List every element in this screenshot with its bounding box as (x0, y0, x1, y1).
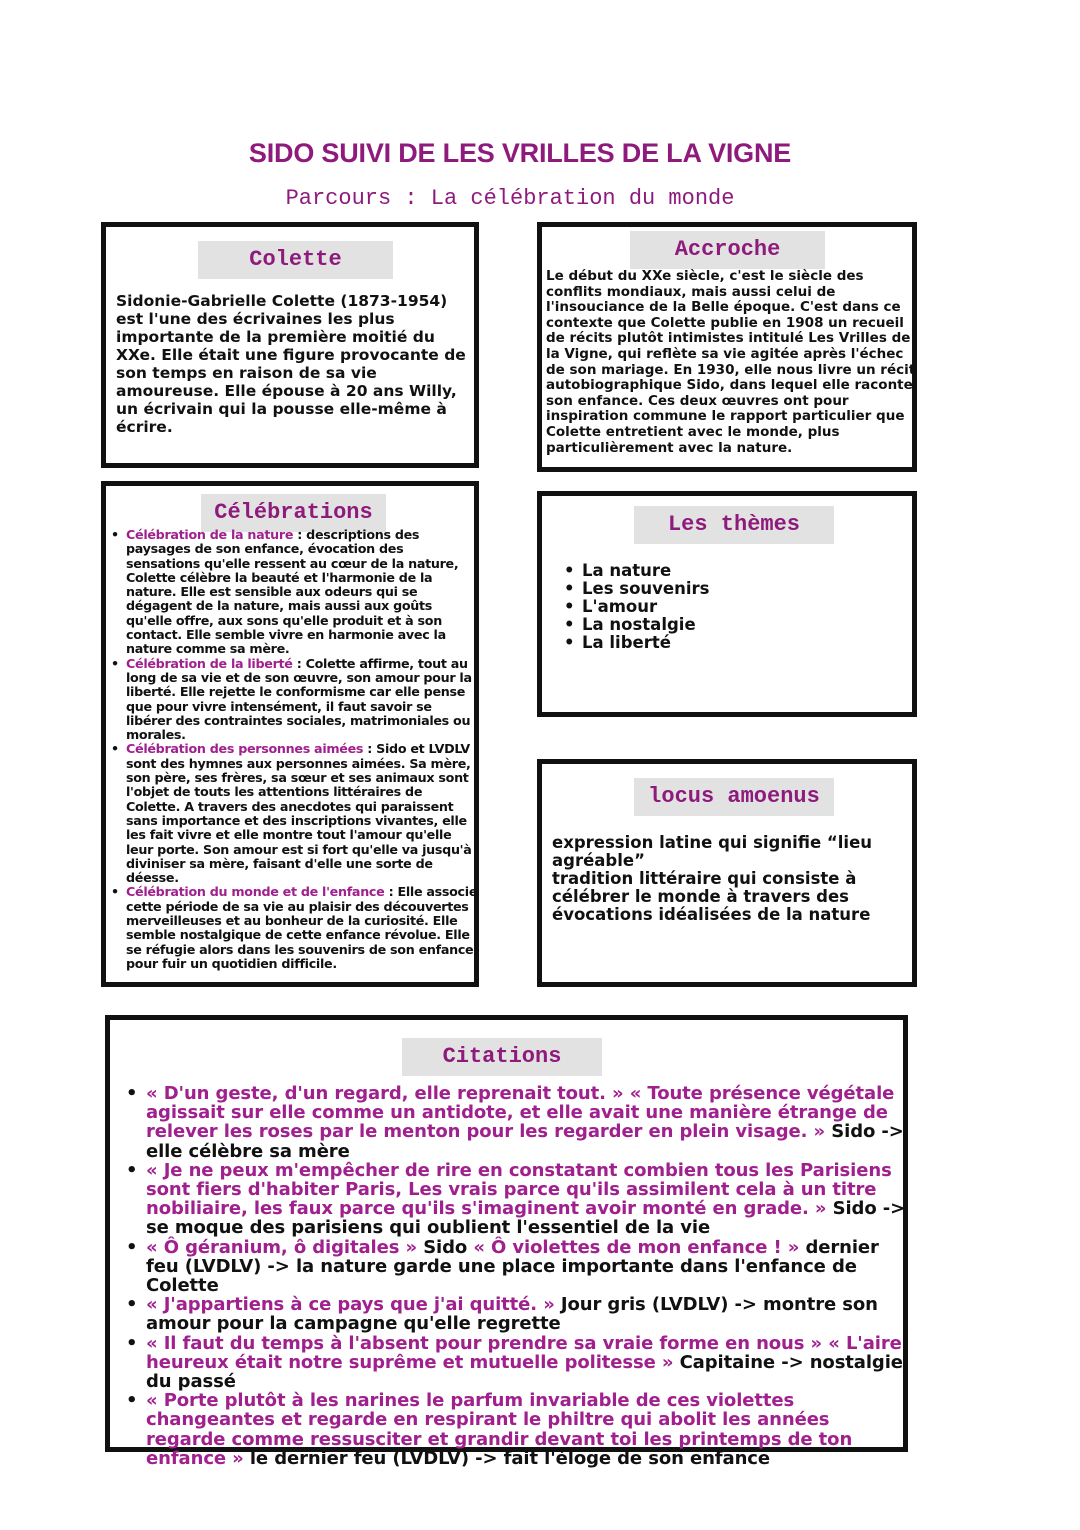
citation-note: Sido -> se moque des parisiens qui oublient l'essentiel de la vie (146, 1198, 906, 1239)
accroche-label: Accroche (630, 231, 825, 269)
term-separator: : (293, 527, 307, 542)
citation-quote: « Il faut du temps à l'absent pour prendre sa vraie forme en nous » « L'aire heureux était notre suprême et mutuelle politesse » (146, 1332, 902, 1373)
themes-list (582, 562, 709, 652)
term-separator: : (384, 884, 398, 900)
citation-quote: « D'un geste, d'un regard, elle reprenait tout. » « Toute présence végétale agissait sur elle comme un antidote, et elle avait une manière étrange de relever les roses par le menton pour les regarder en plein visage. » (146, 1083, 895, 1143)
list-item: • La liberté (582, 634, 709, 652)
citations-box (105, 1015, 908, 1469)
list-item (146, 1084, 906, 1161)
celebration-text: Sido et LVDLV sont des hymnes aux personnes aimées. Sa mère, son père, ses frères, sa sœur et ses animaux sont l'objet de touts les attentions littéraires de Colette. A travers des anecdotes qui paraissent sans importance et des inscriptions vivantes, elle les fait vivre et elle montre tout l'amour qu'elle leur porte. Son amour est si fort qu'elle va jusqu'à diviniser sa mère, faisant d'elle une sorte de déesse. (126, 741, 472, 886)
locus-definition: expression latine qui signifie “lieu agréable” (552, 833, 873, 870)
list-item: • La nature (582, 562, 709, 580)
list-item (126, 657, 478, 743)
citation-quote: « Ô violettes de mon enfance ! » (473, 1236, 800, 1258)
list-item (146, 1295, 906, 1333)
list-item (146, 1238, 906, 1296)
list-item (146, 1391, 906, 1468)
page-title: SIDO SUIVI DE LES VRILLES DE LA VIGNE (248, 138, 792, 168)
citation-note: dernier feu (LVDLV) -> la nature garde une place importante dans l'enfance de Colette (146, 1236, 879, 1297)
citation-note: Jour gris (LVDLV) -> montre son amour pour la campagne qu'elle regrette (146, 1294, 878, 1335)
list-item (126, 528, 478, 657)
celebrations-box (101, 481, 479, 987)
locus-tradition: tradition littéraire qui consiste à célébrer le monde à travers des évocations idéalisées de la nature (552, 869, 871, 924)
citation-quote: « J'appartiens à ce pays que j'ai quitté. » (146, 1294, 555, 1316)
celebration-term: Célébration du monde et de l'enfance (126, 884, 385, 900)
page-subtitle: Parcours : La célébration du monde (285, 186, 735, 211)
citation-quote: « Je ne peux m'empêcher de rire en constatant combien tous les Parisiens sont fiers d'habiter Paris, Les vrais parce qu'ils assimilent cela à un titre nobiliaire, les faux parce qu'ils s'imaginent avoir monté en grade. » (146, 1159, 892, 1220)
celebration-text: descriptions des paysages de son enfance, évocation des sensations qu'elle ressent au cœur de la nature, Colette célèbre la beauté et l'harmonie de la nature. Elle est sensible aux odeurs qui se dégagent de la nature, mais aussi aux goûts qu'elle offre, aux sons qu'elle produit et à son contact. Elle semble vivre en harmonie avec la nature comme sa mère. (126, 527, 459, 657)
celebration-text: Elle associe cette période de sa vie au plaisir des découvertes merveilleuses et au bonheur de la curiosité. Elle semble nostalgique de cette enfance révolue. Elle se réfugie alors dans les souvenirs de son enfance pour fuir un quotidien difficile. (126, 884, 478, 971)
locus-text (552, 834, 914, 924)
celebration-term: Célébration de la liberté (126, 655, 293, 671)
citation-note: Sido -> elle célèbre sa mère (146, 1121, 904, 1162)
citation-note: Sido (417, 1236, 474, 1258)
list-item: • La nostalgie (582, 616, 709, 634)
themes-label: Les thèmes (634, 506, 834, 544)
term-separator: : (292, 655, 306, 671)
celebrations-list (126, 528, 478, 971)
list-item (126, 885, 478, 971)
locus-box (537, 759, 917, 987)
citation-quote: « Porte plutôt à les narines le parfum invariable de ces violettes changeantes et regarde en respirant le philtre qui abolit les années regarde comme ressusciter et grandir devant toi les printemps de ton enfance » (146, 1390, 853, 1469)
celebration-term: Célébration des personnes aimées (126, 741, 364, 757)
citation-quote: « Ô géranium, ô digitales » (146, 1236, 418, 1258)
celebrations-label: Célébrations (201, 494, 386, 532)
list-item: • L'amour (582, 598, 709, 616)
citation-note: le dernier feu (LVDLV) -> fait l'éloge de son enfance (243, 1447, 770, 1469)
colette-box (101, 222, 479, 468)
colette-text: Sidonie-Gabrielle Colette (1873-1954) est l'une des écrivaines les plus importante de la première moitié du XXe. Elle était une figure provocante de son temps en raison de sa vie amoureuse. Elle épouse à 20 ans Willy, un écrivain qui la pousse elle-même à écrire. (116, 292, 466, 436)
themes-box (537, 491, 917, 717)
accroche-text: Le début du XXe siècle, c'est le siècle des conflits mondiaux, mais aussi celui de l'insouciance de la Belle époque. C'est dans ce contexte que Colette publie en 1908 un recueil de récits plutôt intimistes intitulé Les Vrilles de la Vigne, qui reflète sa vie agitée après l'échec de son mariage. En 1930, elle nous livre un récit autobiographique Sido, dans lequel elle raconte son enfance. Ces deux œuvres ont pour inspiration commune le rapport particulier que Colette entretient avec le monde, plus particulièrement avec la nature. (546, 268, 916, 456)
citations-label: Citations (402, 1038, 602, 1076)
citations-list (146, 1084, 906, 1468)
celebration-term: Célébration de la nature (126, 527, 294, 542)
list-item (126, 742, 478, 885)
colette-label: Colette (198, 241, 393, 279)
list-item: • Les souvenirs (582, 580, 709, 598)
list-item (146, 1161, 906, 1238)
locus-label: locus amoenus (634, 778, 834, 816)
citation-note: Capitaine -> nostalgie du passé (146, 1351, 903, 1393)
term-separator: : (363, 741, 377, 757)
list-item (146, 1334, 906, 1392)
celebration-text: Colette affirme, tout au long de sa vie et de son œuvre, son amour pour la liberté. Elle rejette le conformisme car elle pense que pour vivre intensément, il faut savoir se libérer des contraintes sociales, matrimoniales ou morales. (126, 655, 472, 743)
accroche-box (537, 222, 917, 472)
